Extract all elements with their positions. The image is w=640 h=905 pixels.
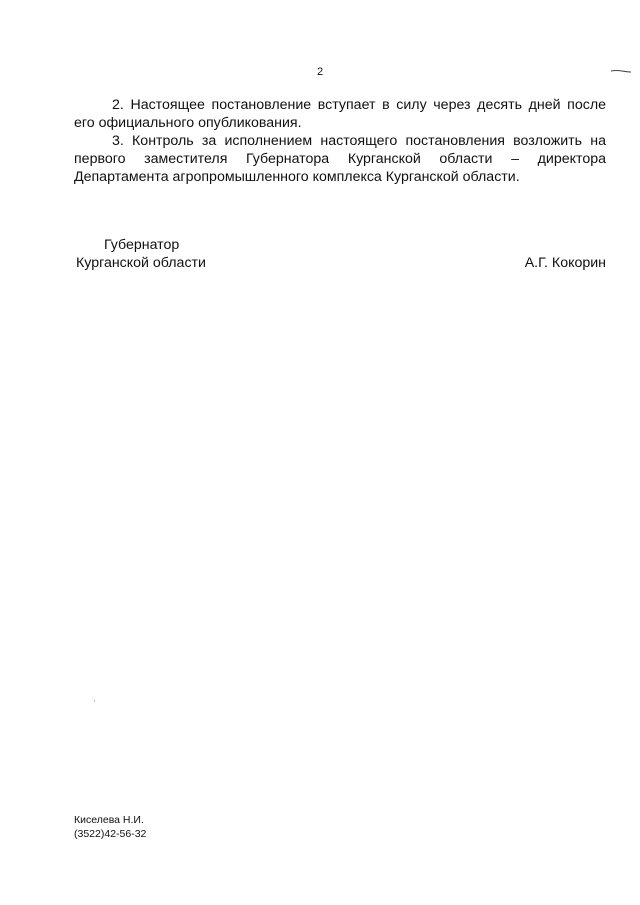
document-body <box>74 96 606 186</box>
signatory-region: Курганской области <box>76 255 206 271</box>
signatory-title: Губернатор <box>104 237 180 253</box>
executor-block <box>74 813 146 841</box>
scan-speck <box>94 700 95 702</box>
executor-phone: (3522)42-56-32 <box>74 828 147 840</box>
scan-mark <box>610 68 632 74</box>
paragraph-3: 3. Контроль за исполнением настоящего постановления возложить на первого заместителя Губернатора Курганской области – директора Департамента агропромышленного комплекса Курганской области. <box>74 133 606 185</box>
paragraph-2: 2. Настоящее постановление вступает в силу через десять дней после его официального опубликования. <box>74 97 606 131</box>
executor-name: Киселева Н.И. <box>74 814 144 826</box>
signatory-name: А.Г. Кокорин <box>524 255 606 271</box>
page-number: 2 <box>316 66 324 78</box>
